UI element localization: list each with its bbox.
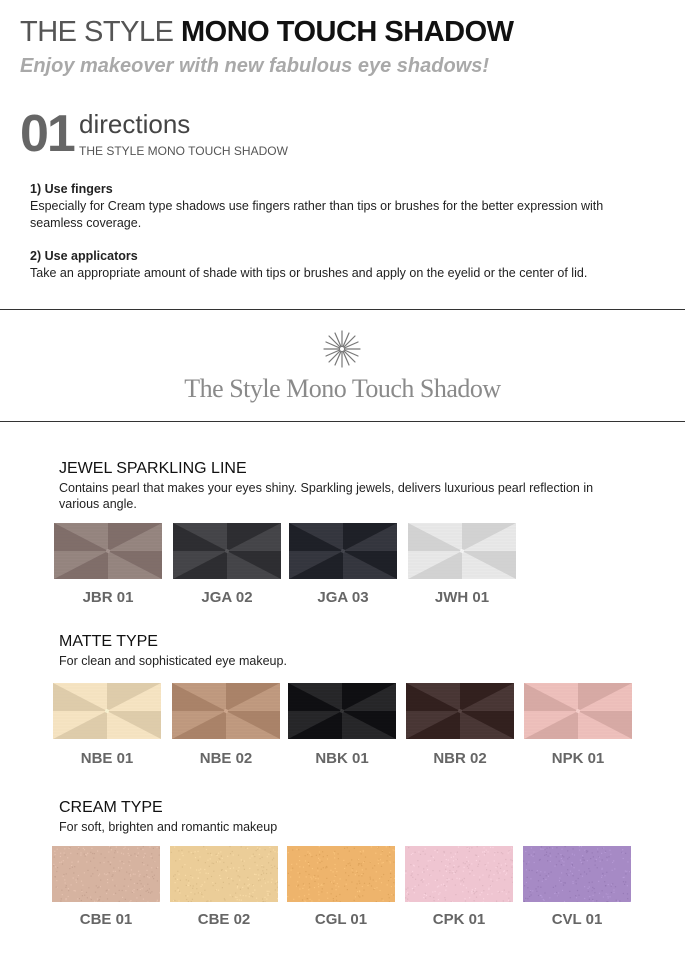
directions-number: 01	[20, 105, 74, 163]
directions-title: directions	[79, 109, 191, 139]
line-description: For clean and sophisticated eye makeup.	[59, 654, 287, 668]
swatch-code: NBE 01	[80, 750, 134, 767]
swatch-cbe-01[interactable]	[52, 846, 160, 902]
swatch-code: CGL 01	[314, 911, 368, 928]
page-title	[20, 16, 514, 49]
direction-step	[30, 248, 650, 282]
step-text: Take an appropriate amount of shade with tips or brushes and apply on the eyelid or the center of lid.	[30, 266, 588, 280]
brand-name: The Style Mono Touch Shadow	[184, 374, 501, 403]
swatch-cvl-01[interactable]	[523, 846, 631, 902]
step-heading: 1) Use fingers	[30, 182, 113, 196]
swatch-jbr-01[interactable]	[54, 523, 162, 579]
swatch-code: JGA 03	[317, 589, 369, 606]
line-description: For soft, brighten and romantic makeup	[59, 820, 278, 834]
swatch-cgl-01[interactable]	[287, 846, 395, 902]
line-title: CREAM TYPE	[59, 799, 163, 816]
swatch-code: NBR 02	[433, 750, 487, 767]
starburst-icon	[321, 328, 363, 375]
swatch-code: CBE 01	[79, 911, 133, 928]
line-description: Contains pearl that makes your eyes shiny. Sparkling jewels, delivers luxurious pearl reflection in various angle.	[59, 481, 594, 511]
swatch-code: JWH 01	[434, 589, 490, 606]
swatch-jga-02[interactable]	[173, 523, 281, 579]
line-title: MATTE TYPE	[59, 633, 158, 650]
swatch-code: CPK 01	[432, 911, 486, 928]
swatch-code: NPK 01	[551, 750, 605, 767]
direction-step	[30, 181, 650, 232]
swatch-code: NBE 02	[199, 750, 253, 767]
swatch-jga-03[interactable]	[289, 523, 397, 579]
swatch-code: JBR 01	[82, 589, 134, 606]
step-text: Especially for Cream type shadows use fingers rather than tips or brushes for the better expression with seamless coverage.	[30, 199, 604, 230]
divider	[0, 309, 685, 310]
swatch-nbe-02[interactable]	[172, 683, 280, 739]
step-heading: 2) Use applicators	[30, 249, 138, 263]
swatch-jwh-01[interactable]	[408, 523, 516, 579]
swatch-code: CBE 02	[197, 911, 251, 928]
swatch-cbe-02[interactable]	[170, 846, 278, 902]
title-light: THE STYLE	[20, 16, 174, 48]
swatch-npk-01[interactable]	[524, 683, 632, 739]
divider	[0, 421, 685, 422]
swatch-cpk-01[interactable]	[405, 846, 513, 902]
swatch-code: JGA 02	[201, 589, 253, 606]
line-title: JEWEL SPARKLING LINE	[59, 460, 247, 477]
title-bold: MONO TOUCH SHADOW	[181, 16, 514, 48]
page-subtitle: Enjoy makeover with new fabulous eye shadows!	[20, 55, 490, 77]
swatch-nbr-02[interactable]	[406, 683, 514, 739]
swatch-code: CVL 01	[551, 911, 603, 928]
swatch-nbk-01[interactable]	[288, 683, 396, 739]
swatch-code: NBK 01	[315, 750, 369, 767]
swatch-nbe-01[interactable]	[53, 683, 161, 739]
directions-subtitle: THE STYLE MONO TOUCH SHADOW	[79, 144, 288, 158]
